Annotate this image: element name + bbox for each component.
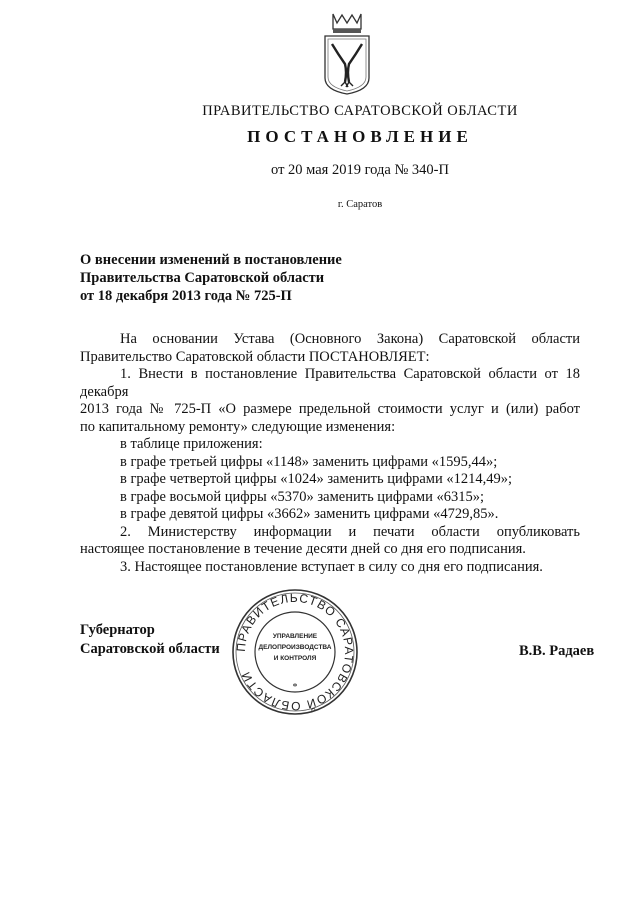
list-item: в графе девятой цифры «3662» заменить цифрами «4729,85». xyxy=(120,506,499,522)
signature-name: В.В. Радаев xyxy=(519,643,595,659)
body-line: по капитальному ремонту» следующие изменения: xyxy=(80,418,396,435)
list-item: в графе четвертой цифры «1024» заменить цифрами «1214,49»; xyxy=(120,471,513,487)
stamp-ring-text: ПРАВИТЕЛЬСТВО САРАТОВСКОЙ ОБЛАСТИ xyxy=(233,590,357,714)
stamp-center-line: УПРАВЛЕНИЕ xyxy=(272,633,318,640)
stamp-center-line: И КОНТРОЛЯ xyxy=(273,655,317,662)
list-item: в графе восьмой цифры «5370» заменить цифрами «6315»; xyxy=(120,488,484,505)
signature-title-line: Саратовской области xyxy=(80,641,220,657)
subject-line: О внесении изменений в постановление xyxy=(80,252,342,268)
stamp-center-line: ДЕЛОПРОИЗВОДСТВА xyxy=(258,644,332,651)
body-line: 2013 года № 725-П «О размере предельной стоимости услуг и (или) работ xyxy=(80,401,580,417)
document-body xyxy=(80,331,580,576)
body-line: 1. Внести в постановление Правительства Саратовской области от 18 декабря xyxy=(80,366,580,400)
list-item: в графе третьей цифры «1148» заменить цифрами «1595,44»; xyxy=(120,453,498,470)
body-line: 3. Настоящее постановление вступает в силу со дня его подписания. xyxy=(120,558,543,575)
subject-line: Правительства Саратовской области xyxy=(80,270,325,286)
document-date-number: от 20 мая 2019 года № 340-П xyxy=(271,162,449,178)
body-line: На основании Устава (Основного Закона) Саратовской области xyxy=(120,331,580,347)
document-type: ПОСТАНОВЛЕНИЕ xyxy=(247,127,473,146)
body-line: Правительство Саратовской области ПОСТАНОВЛЯЕТ: xyxy=(80,348,430,365)
list-item: в таблице приложения: xyxy=(120,436,263,452)
coat-of-arms-icon xyxy=(318,12,376,96)
signature-title-line: Губернатор xyxy=(80,622,155,638)
subject-line: от 18 декабря 2013 года № 725-П xyxy=(80,288,292,304)
signature-title xyxy=(80,621,220,659)
star-icon: * xyxy=(292,682,298,693)
official-stamp xyxy=(230,587,360,717)
body-line: настоящее постановление в течение десяти дней со дня его подписания. xyxy=(80,541,526,557)
body-line: 2. Министерству информации и печати области опубликовать xyxy=(120,523,580,540)
government-title: ПРАВИТЕЛЬСТВО САРАТОВСКОЙ ОБЛАСТИ xyxy=(202,103,518,119)
document-subject xyxy=(80,251,342,305)
document-city: г. Саратов xyxy=(337,199,383,210)
